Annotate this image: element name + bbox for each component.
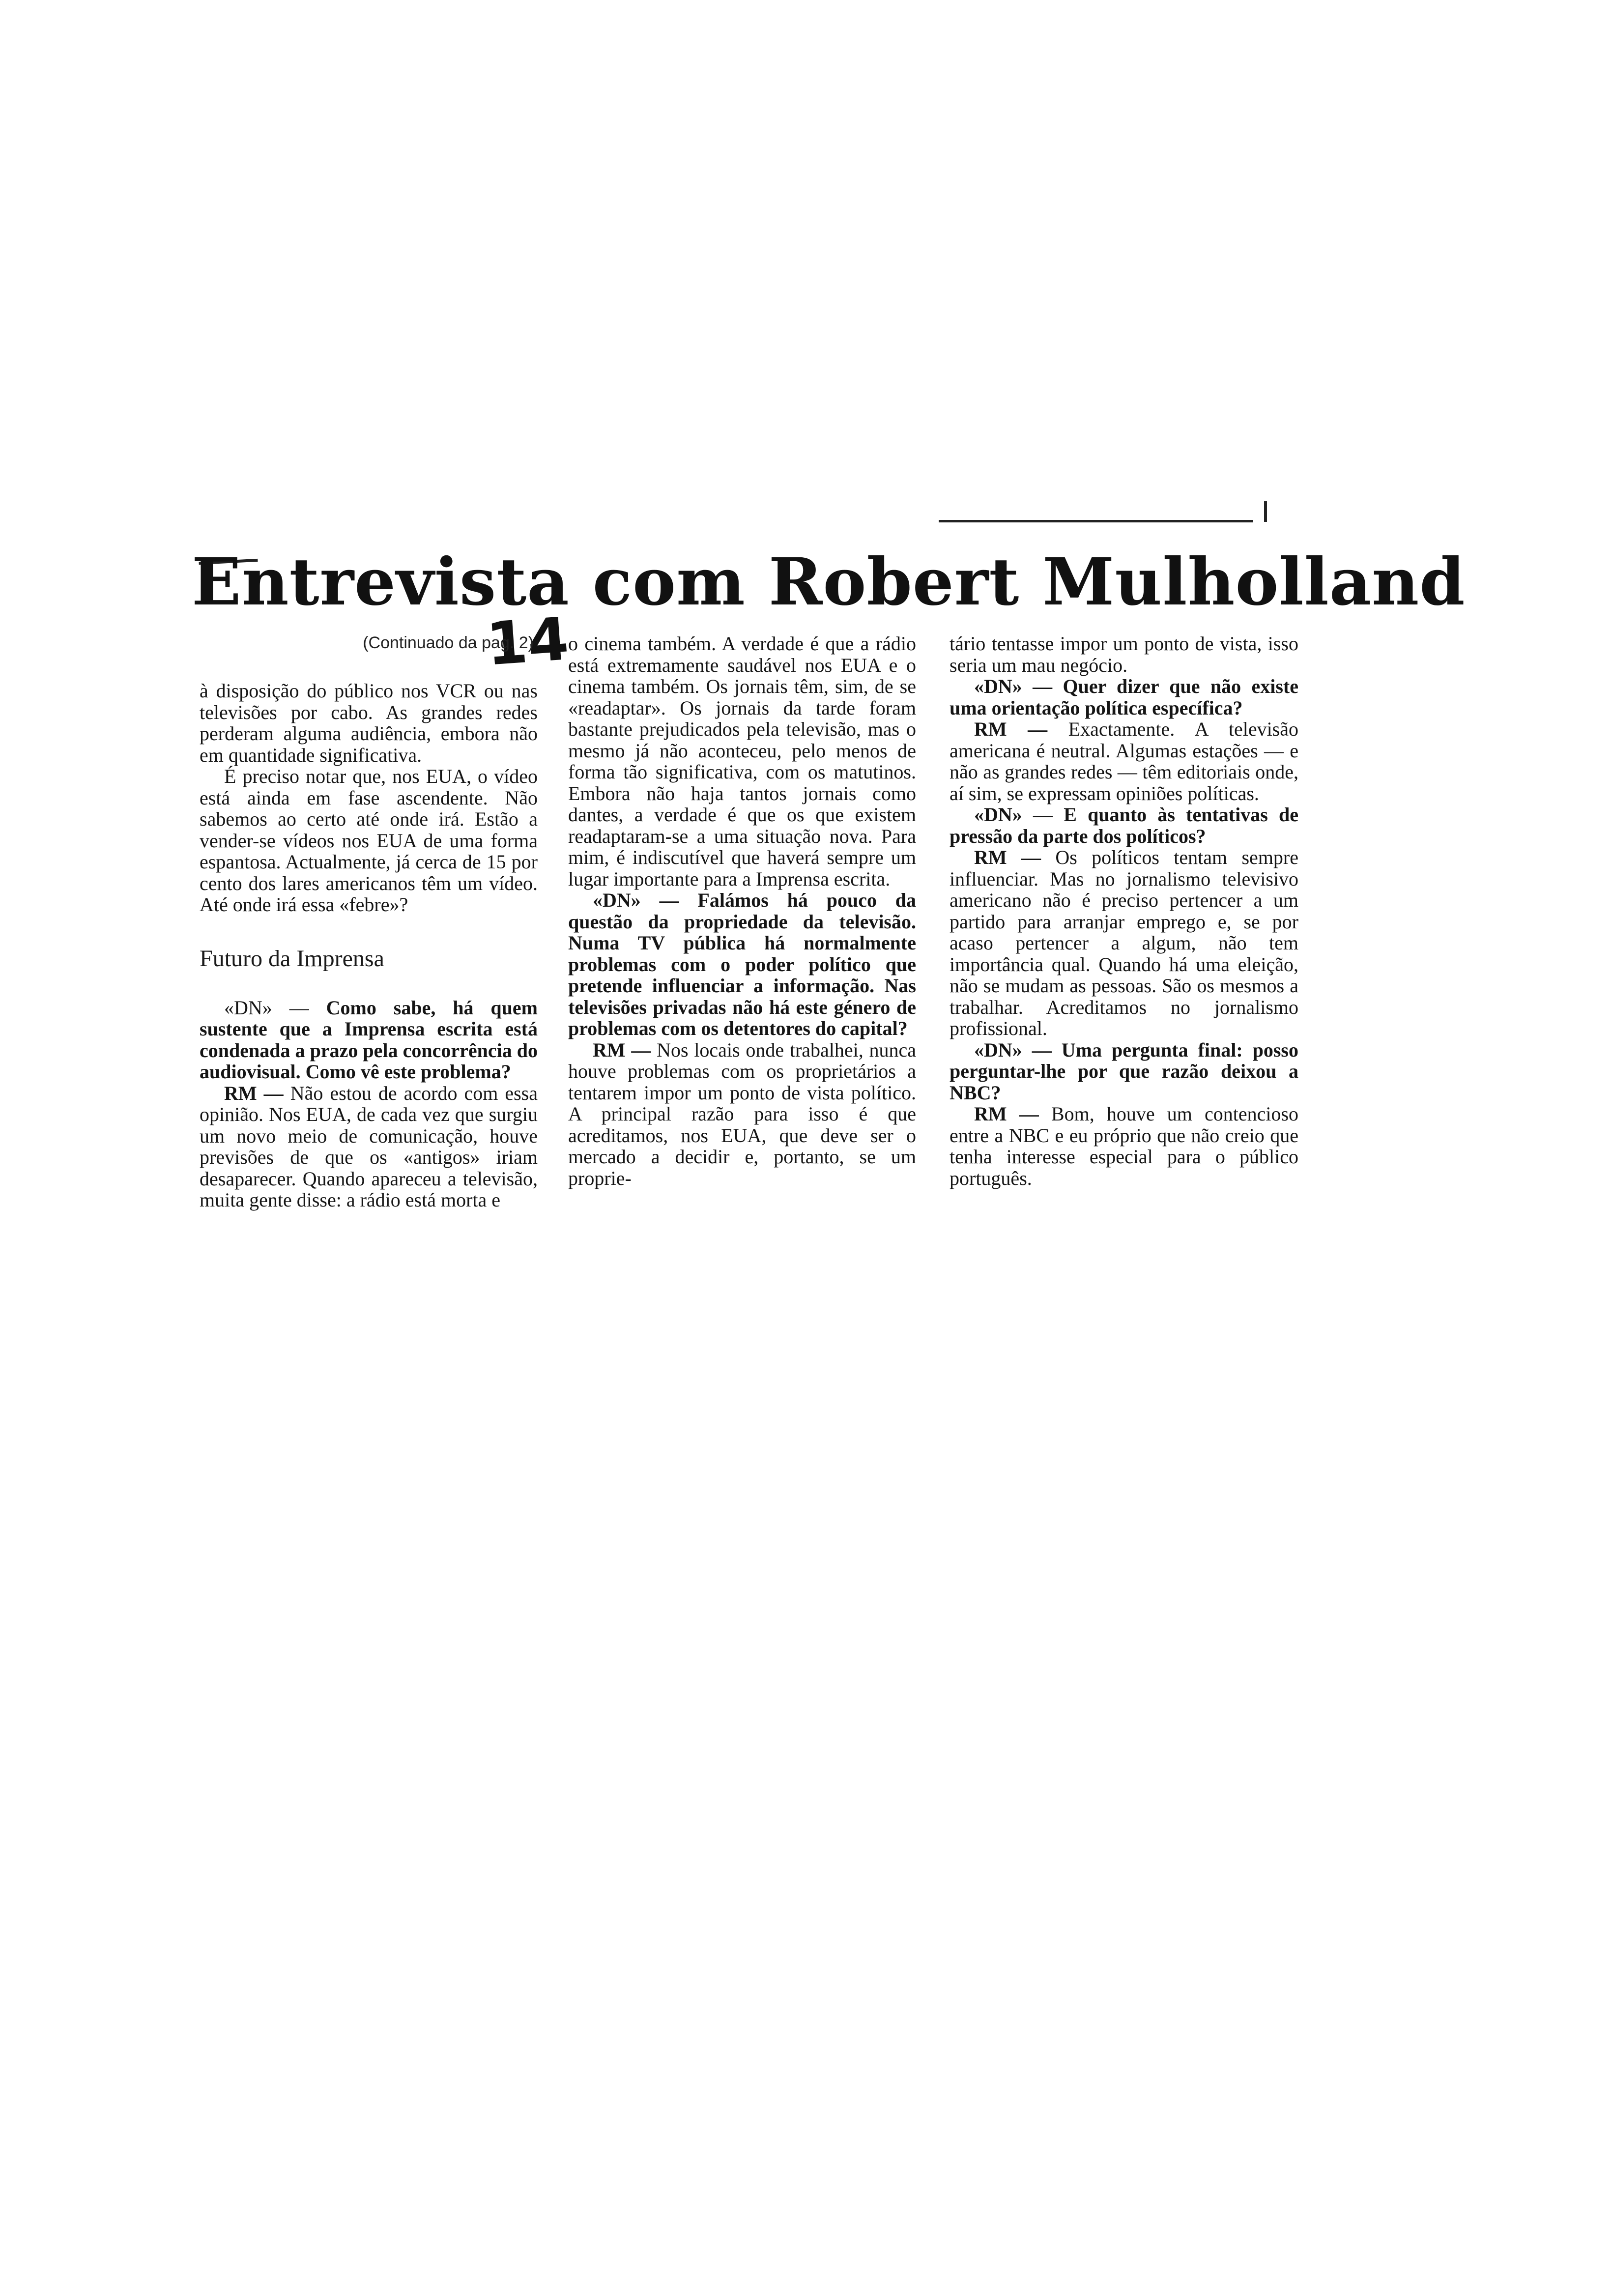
- speaker-dn: «DN» —: [974, 675, 1063, 697]
- answer-text: Os políticos tentam sempre influenciar. Mas no jornalismo televisivo americano não é preciso pertencer a um partido para arranjar emprego e, se por acaso pertencer a algum, não tem importância qual. Quando há uma eleição, não se mudam as pessoas. São os mesmos a trabalhar. Acreditamos no jornalismo profissional.: [950, 846, 1299, 1039]
- column-3: [950, 633, 1298, 1189]
- col3-answer-4: [950, 847, 1298, 1039]
- speaker-rm: RM —: [593, 1038, 657, 1061]
- speaker-dn: «DN» —: [974, 804, 1064, 826]
- column-2: [568, 633, 916, 1189]
- col1-paragraph-2: É preciso notar que, nos EUA, o vídeo está ainda em fase ascendente. Não sabemos ao certo até onde irá. Estão a vender-se vídeos nos EUA de uma forma espantosa. Actualmente, já cerca de 15 por cento dos lares americanos têm um vídeo. Até onde irá essa «febre»?: [200, 765, 538, 916]
- question-text: Quer dizer que não existe uma orientação política específica?: [950, 675, 1298, 719]
- col2-paragraph-1: o cinema também. A verdade é que a rádio está extremamente saudável nos EUA e o cinema também. Os jornais têm, sim, de se «readaptar». Os jornais da tarde foram bastante prejudicados pela televisão, mas o mesmo já não aconteceu, pelo menos de forma tão significativa, com os matutinos. Embora não haja tantos jornais como dantes, a verdade é que os que existem readaptaram-se a uma situação nova. Para mim, é indiscutível que haverá sempre um lugar importante para a Imprensa escrita.: [568, 632, 916, 890]
- col2-question-2: [568, 890, 916, 1039]
- question-text: Como sabe, há quem sustente que a Imprensa escrita está condenada a prazo pela concorrência do audiovisual. Como vê este problema?: [200, 996, 538, 1083]
- col3-question-3: [950, 676, 1298, 718]
- top-rule-end: [1264, 501, 1267, 522]
- speaker-dn: «DN» —: [593, 889, 698, 911]
- col3-answer-5: [950, 1103, 1298, 1189]
- column-1: [200, 633, 538, 1211]
- newspaper-clipping: [187, 487, 1466, 1283]
- answer-text: Não estou de acordo com essa opinião. Nos EUA, de cada vez que surgiu um novo meio de comunicação, houve previsões de que os «antigos» iriam desaparecer. Quando apareceu a televisão, muita gente disse: a rádio está morta e: [200, 1082, 538, 1211]
- article-headline: Entrevista com Robert Mulholland: [192, 544, 1466, 620]
- speaker-rm: RM —: [974, 846, 1056, 868]
- question-text: E quanto às tentativas de pressão da parte dos políticos?: [950, 804, 1298, 847]
- col3-answer-3: [950, 718, 1298, 804]
- continued-note: (Continuado da pag. 2): [363, 633, 534, 652]
- speaker-rm: RM —: [974, 718, 1068, 740]
- handwritten-page-number: 14: [484, 605, 571, 679]
- section-subhead: Futuro da Imprensa: [200, 945, 384, 972]
- top-rule: [939, 520, 1253, 522]
- col2-answer-2: [568, 1039, 916, 1189]
- answer-text: Bom, houve um contencioso entre a NBC e eu próprio que não creio que tenha interesse especial para o público português.: [950, 1103, 1299, 1189]
- col1-answer-1: [200, 1083, 538, 1211]
- speaker-dn: «DN» —: [224, 996, 326, 1019]
- answer-text: Nos locais onde trabalhei, nunca houve problemas com os proprietários a tentarem impor um ponto de vista político. A principal razão para isso é que acreditamos, nos EUA, que deve ser o mercado a decidir e, portanto, se um proprie-: [568, 1038, 917, 1189]
- question-text: Falámos há pouco da questão da propriedade da televisão. Numa TV pública há normalmente problemas com o poder político que pretende influenciar a informação. Nas televisões privadas não há este género de problemas com os detentores do capital?: [568, 889, 917, 1039]
- question-text: Uma pergunta final: posso perguntar-lhe por que razão deixou a NBC?: [950, 1038, 1299, 1104]
- speaker-rm: RM —: [224, 1082, 290, 1104]
- col3-question-5: [950, 1039, 1298, 1104]
- col1-question-1: [200, 997, 538, 1083]
- speaker-dn: «DN» —: [974, 1038, 1062, 1061]
- speaker-rm: RM —: [974, 1103, 1051, 1125]
- col3-question-4: [950, 804, 1298, 847]
- answer-text: Exactamente. A televisão americana é neutral. Algumas estações — e não as grandes redes — têm editoriais onde, aí sim, se expressam opiniões políticas.: [950, 718, 1299, 804]
- col3-paragraph-1: tário tentasse impor um ponto de vista, isso seria um mau negócio.: [950, 632, 1298, 676]
- col1-paragraph-1: à disposição do público nos VCR ou nas televisões por cabo. As grandes redes perderam alguma audiência, embora não em quantidade significativa.: [200, 680, 538, 766]
